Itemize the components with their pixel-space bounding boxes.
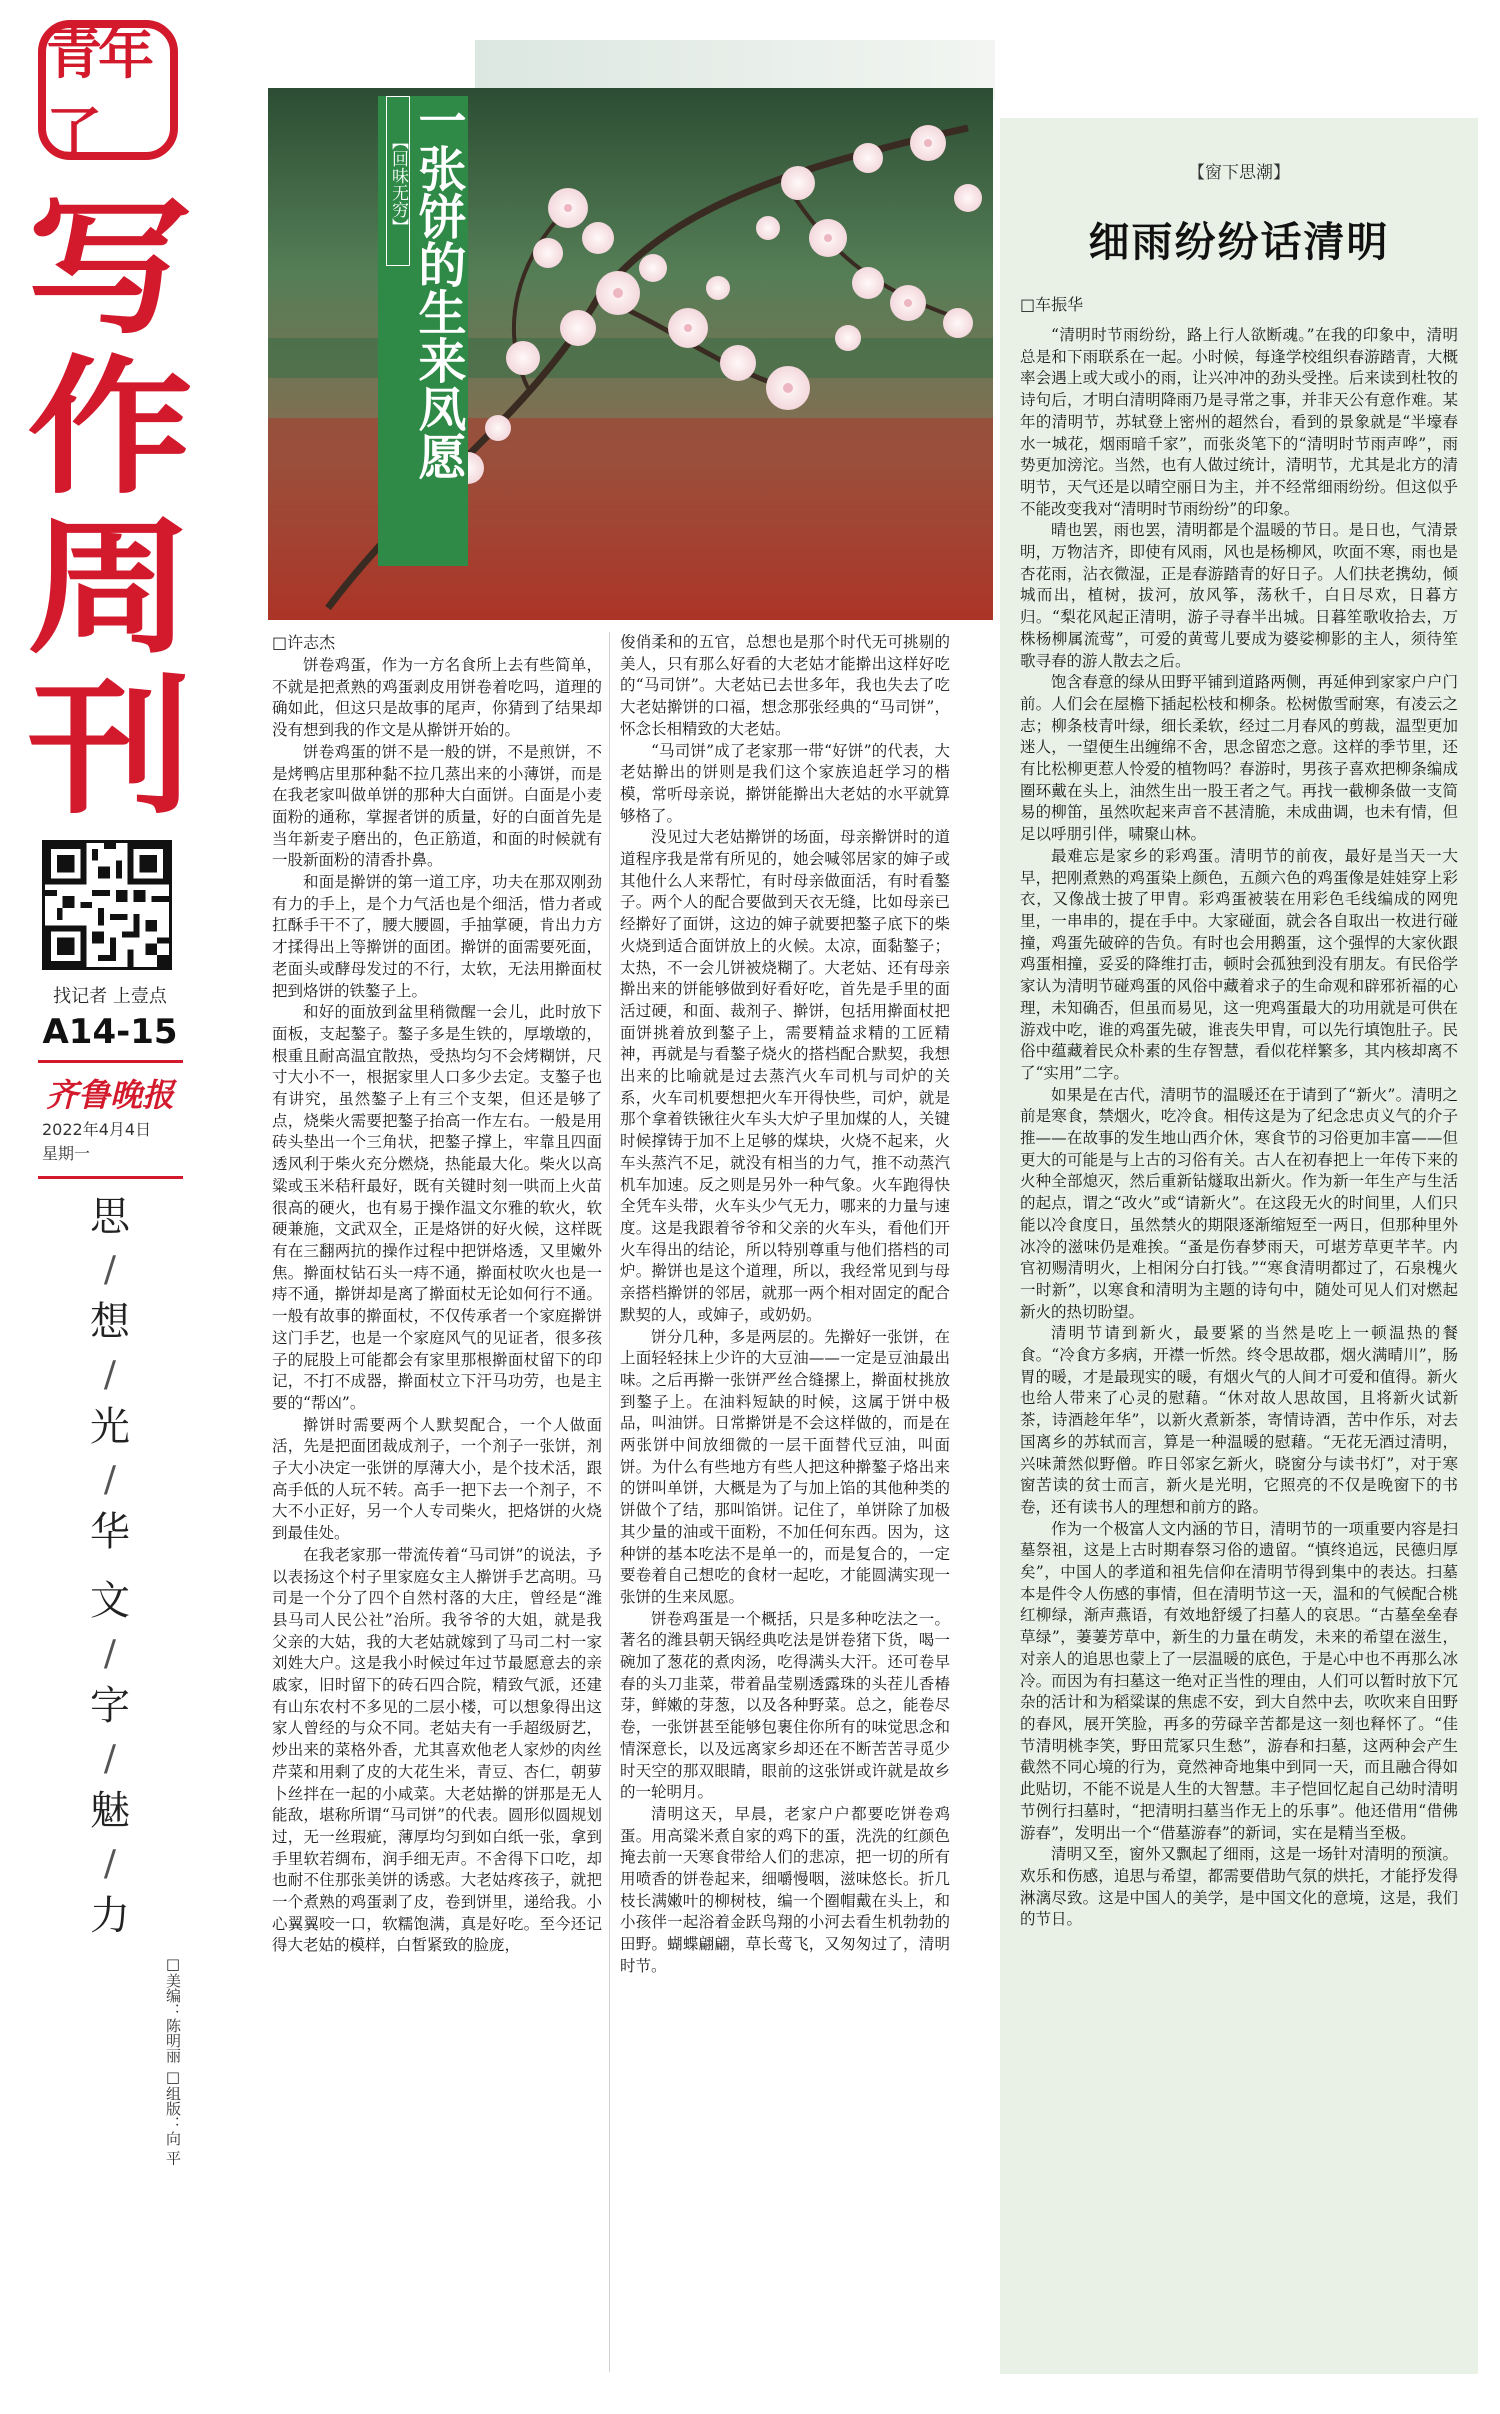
column-tag: 【回味无穷】 [386,96,410,266]
slogan-char: 力 [90,1893,130,1939]
side-article-author: □车振华 [1020,295,1084,314]
feature-headline-box [378,96,468,566]
paper-name: 齐鲁晚报 [45,1076,174,1114]
divider [38,1060,183,1063]
masthead [20,20,200,2390]
date-line: 2022年4月4日 [42,1120,152,1139]
divider [38,1176,183,1179]
weekday-line: 星期一 [42,1144,91,1163]
editor-credits: □美编：陈明丽 □组版：向 平 [164,1955,182,2166]
paragraph: 最难忘是家乡的彩鸡蛋。清明节的前夜，最好是当天一大早，把刚煮熟的鸡蛋染上颜色，五颜六色的鸡蛋像是娃娃穿上彩衣，又像战士披了甲胄。彩鸡蛋被装在用彩色毛线编成的网兜里，一串串的，提在手中。大家碰面，就会各自取出一枚进行碰撞，鸡蛋先破碎的告负。有时也会用鹅蛋，这个强悍的大家伙跟鸡蛋相撞，妥妥的降维打击，顿时会孤独到没有朋友。有民俗学家认为清明节碰鸡蛋的风俗中藏着求子的生命观和辟邪祈福的心理，未知确否，但虽而易见，这一兜鸡蛋最大的功用就是可供在游戏中吃，谁的鸡蛋先破，谁丧失甲胄，可以先行填饱肚子。民俗中蕴藏着民众朴素的生存智慧，看似花样繁多，其内核却离不了“实用”二字。 [1020,846,1458,1082]
slogan-separator: / [103,1633,117,1674]
issue-date [42,1118,151,1166]
article-column-left [272,655,602,1957]
slogan-char: 华 [90,1509,130,1555]
paragraph: 饼卷鸡蛋，作为一方名食所上去有些简单，不就是把煮熟的鸡蛋剥皮用饼卷着吃吗，道理的确如此，但这只是故事的尾声，你猜到了结果却没有想到我的作文是从擀饼开始的。 [272,656,602,740]
qr-caption: 找记者 上壹点 [53,986,167,1007]
paragraph: 清明这天，早晨，老家户户都要吃饼卷鸡蛋。用高粱米煮自家的鸡下的蛋，洗洗的红颜色掩去前一天寒食带给人们的悲凉，把一切的所有用喷香的饼卷起来，细嚼慢咽，滋味悠长。折几枝长满嫩叶的柳树枝，编一个圈帽戴在头上，和小孩伴一起浴着金跃鸟翔的小河去看生机勃勃的田野。蝴蝶翩翩，草长莺飞，又匆匆过了，清明时节。 [620,1804,950,1975]
paragraph: 在我老家那一带流传着“马司饼”的说法，予以表扬这个村子里家庭女主人擀饼手艺高明。马司是一个分了四个自然村落的大庄，曾经是“潍县马司人民公社”治所。我爷爷的大姐，就是我父亲的大姑，我的大老姑就嫁到了马司二村一家刘姓大户。这是我小时候过年过节最愿意去的亲戚家，旧时留下的砖石四合院，精致气派，还建有山东农村不多见的二层小楼，可以想象得出这家人曾经的与众不同。老姑夫有一手超级厨艺，炒出来的菜格外香，尤其喜欢他老人家炒的肉丝芹菜和用剩了皮的大花生米，青豆、杏仁，朝萝卜丝拌在一起的小咸菜。大老姑擀的饼那是无人能敌，堪称所谓“马司饼”的代表。圆形似圆规划过，无一丝瑕疵，薄厚均匀到如白纸一张，拿到手里软若绸布，润手细无声。不舍得下口吃，却也耐不住那张美饼的诱惑。大老姑疼孩子，就把一个煮熟的鸡蛋剥了皮，卷到饼里，递给我。小心翼翼咬一口，软糯饱满，真是好吃。至今还记得大老姑的模样，白皙紧致的脸庞， [272,1545,602,1955]
slogan-separator: / [103,1738,117,1779]
paragraph: 清明又至，窗外又飘起了细雨，这是一场针对清明的预演。欢乐和伤感，追思与希望，都需要借助气氛的烘托，才能抒发得淋漓尽致。这是中国人的美学，是中国文化的意境，这是，我们的节日。 [1020,1845,1458,1929]
feature-headline: 一张饼的生来凤愿 [410,96,466,480]
paragraph: 晴也罢，雨也罢，清明都是个温暖的节日。是日也，气清景明，万物洁齐，即使有风雨，风也是杨柳风，吹面不寒，雨也是杏花雨，沾衣微湿，正是春游踏青的好日子。人们扶老携幼，倾城而出，植树，拔河，放风筝，荡秋千，白日尽欢，日暮方归。“梨花风起正清明，游子寻春半出城。日暮笙歌收拾去，万株杨柳属流莺”，可爱的黄莺儿要成为婆娑柳影的主人，须待笙歌寻春的游人散去之后。 [1020,521,1458,670]
section-title-char: 周 [27,502,193,674]
slogan-char: 思 [90,1194,130,1240]
paragraph: 饱含春意的绿从田野平铺到道路两侧，再延伸到家家户户门前。人们会在屋檐下插起松枝和柳条。松树傲雪耐寒，有凌云之志；柳条枝青叶绿，细长柔软，经过二月春风的剪裁，温型更加迷人，一望便生出缠绵不舍，思念留恋之意。这样的季节里，还有比松柳更惹人怜爱的植物吗？春游时，男孩子喜欢把柳条编成圈环戴在头上，油然生出一股王者之气。再找一截柳条做一支简易的柳笛，虽然吹起来声音不甚清脆，未成曲调，也未有情，但足以呼朋引伴，啸聚山林。 [1020,673,1458,844]
slogan-separator: / [103,1354,117,1395]
column-divider [609,632,610,2372]
section-title-char: 作 [27,342,193,514]
slogan-char: 光 [90,1404,130,1450]
side-column-tag: 【窗下思潮】 [1188,163,1290,183]
section-title-char: 写 [27,182,193,354]
paragraph: 和面是擀饼的第一道工序，功夫在那双刚劲有力的手上，是个力气活也是个细活，惜力者或扛酥手干不了，腰大腰圆，手抽掌硬，肯出力方才揉得出上等擀饼的面团。擀饼的面需要死面，老面头或酵母发过的不行，太软，无法用擀面杖把到烙饼的铁鏊子上。 [272,873,602,1000]
logo-text: 青年了 [46,21,150,167]
feature-photo [268,88,993,620]
slogan-char: 魅 [90,1788,130,1834]
side-article-title: 细雨纷纷话清明 [1088,218,1390,266]
section-title-char: 刊 [27,662,193,834]
blossom-illustration [268,88,993,620]
slogan-char: 文 [90,1578,130,1624]
paragraph: 没见过大老姑擀饼的场面，母亲擀饼时的道道程序我是常有所见的，她会喊邻居家的婶子或其他什么人来帮忙，有时母亲做面活，有时看鏊子。两个人的配合要做到天衣无缝，比如母亲已经擀好了面饼，这边的婶子就要把鏊子底下的柴火烧到适合面饼放上的火候。太凉，面黏鏊子；太热，不一会儿饼被烧糊了。大老姑、还有母亲擀出来的饼能够做到好看好吃，首先是手里的面活过硬，和面、裁剂子、擀饼，包括用擀面杖把面饼挑着放到鏊子上，需要精益求精的工匠精神，再就是与看鏊子烧火的搭档配合默契，我想出来的比喻就是过去蒸汽火车司机与司炉的关系，火车司机要想把火车开得快些，司炉，就是那个拿着铁锹往火车头大炉子里加煤的人，关键时候撑铸于加不上足够的煤块，火烧不起来，火车头蒸汽不足，就没有相当的力气，推不动蒸汽机车加速。反之则是另外一种气象。火车跑得快全凭车头带，火车头少气无力，哪来的力量与速度。这是我跟着爷爷和父亲的火车头，看他们开火车得出的结论，所以特别尊重与他们搭档的司炉。擀饼也是这个道理，所以，我经常见到与母亲搭档擀饼的邻居，就那一两个相对固定的配合默契的人，或婶子，或奶奶。 [620,828,950,1324]
slogan-char: 想 [90,1299,130,1345]
feature-author: □许志杰 [272,633,336,652]
page-number: A14-15 [42,1012,178,1052]
paragraph: 如果是在古代，清明节的温暖还在于请到了“新火”。清明之前是寒食，禁烟火，吃冷食。相传这是为了纪念忠贞义气的介子推——在故事的发生地山西介休，寒食节的习俗更加丰富——但更大的可能是与上古的习俗有关。古人在初春把上一年传下来的火种全部熄灭，然后重新钻燧取出新火。作为新一年生产与生活的起点，谓之“改火”或“请新火”。在这段无火的时间里，人们只能以冷食度日，虽然禁火的期限逐渐缩短至一两日，但那种里外冰冷的滋味仍是难挨。“蚤是伤春梦雨天，可堪芳草更芊芊。内官初赐清明火，上相闲分白打钱。”“寒食清明都过了，石泉槐火一时新”，以寒食和清明为主题的诗句中，随处可见人们对燃起新火的热切盼望。 [1020,1085,1458,1321]
side-article [1000,118,1478,1931]
paragraph: 饼卷鸡蛋的饼不是一般的饼，不是煎饼，不是烤鸭店里那种黏不拉几蒸出来的小薄饼，而是在我老家叫做单饼的那种大白面饼。白面是小麦面粉的通称，掌握者饼的质量，好的白面首先是当年新麦子磨出的，色正筋道，和面的时候就有一股新面粉的清香扑鼻。 [272,742,602,870]
paragraph: “清明时节雨纷纷，路上行人欲断魂。”在我的印象中，清明总是和下雨联系在一起。小时候，每逢学校组织春游踏青，大概率会遇上或大或小的雨，让兴冲冲的劲头受挫。后来读到杜牧的诗句后，才明白清明降雨乃是寻常之事，并非天公有意作难。某年的清明节，苏轼登上密州的超然台，看到的景象就是“半壕春水一城花，烟雨暗千家”，而张炎笔下的“清明时节雨声哗”，雨势更加滂沱。当然，也有人做过统计，清明节，尤其是北方的清明节，天气还是以晴空丽日为主，并不经常细雨纷纷。但这似乎不能改变我对“清明时节雨纷纷”的印象。 [1020,326,1458,518]
paragraph: 俊俏柔和的五官，总想也是那个时代无可挑剔的美人，只有那么好看的大老姑才能擀出这样好吃的“马司饼”。大老姑已去世多年，我也失去了吃大老姑擀饼的口福，想念那张经典的“马司饼”，怀念长相精致的大老姑。 [620,633,950,738]
paragraph: 饼卷鸡蛋是一个概括，只是多种吃法之一。著名的潍县朝天锅经典吃法是饼卷猪下货，喝一碗加了葱花的煮肉汤，吃得满头大汗。还可卷早春的头刀韭菜，带着晶莹剔透露珠的头茬儿香椿芽，鲜嫩的芽葱，以及各种野菜。总之，能卷尽卷，一张饼甚至能够包裹住你所有的味觉思念和情深意长，以及远离家乡却还在不断苦苦寻觅少时天空的那双眼睛，眼前的这张饼或许就是故乡的一轮明月。 [620,1609,950,1802]
side-article-body [1020,325,1458,1931]
article-column-right [620,632,950,1978]
slogan-char: 字 [90,1683,130,1729]
slogan-separator: / [103,1843,117,1884]
newspaper-logo [38,20,178,167]
paragraph: 清明节请到新火，最要紧的当然是吃上一顿温热的餐食。“冷食方多病，开襟一忻然。终令思故郡，烟火满晴川”，肠胃的暖，才是最现实的暖，有烟火气的人间才可爱和值得。新火也给人带来了心灵的慰藉。“休对故人思故国，且将新火试新茶，诗酒趁年华”，以新火煮新茶，寄情诗酒，苦中作乐，对去国离乡的苏轼而言，算是一种温暖的慰藉。“无花无酒过清明，兴味萧然似野僧。昨日邻家乞新火，晓窗分与读书灯”，对于寒窗苦读的贫士而言，新火是光明，它照亮的不仅是晚窗下的书卷，还有读书人的理想和前方的路。 [1020,1324,1458,1516]
section-title [20,182,200,834]
slogan-separator: / [103,1459,117,1500]
paragraph: 和好的面放到盆里稍微醒一会儿，此时放下面板，支起鏊子。鏊子多是生铁的，厚墩墩的，根重且耐高温宜散热，受热均匀不会烤糊饼，尺寸大小不一，根据家里人口多少去定。支鏊子也有讲究，虽然鏊子上有三个支架，但还是够了点，烧柴火需要把鏊子抬高一作左右。一般是用砖头垫出一个三角状，把鏊子撑上，牢靠且四面透风利于柴火充分燃烧，热能最大化。柴火以高粱或玉米秸秆最好，既有关键时刻一哄而上火苗很高的硬火，也有易于操作温文尔雅的软火，软硬兼施，文武双全，正是烙饼的好火候，这样既有在三翻两抗的操作过程中把饼烙透，又里嫩外焦。擀面杖钻石头一痔不通，擀面杖吹火也是一痔不通，擀饼却是离了擀面杖无论如何行不通。一般有故事的擀面杖，不仅传承者一个家庭擀饼这门手艺，也是一个家庭风气的见证者，很多孩子的屁股上可能都会有家里那根擀面杖留下的印记，不打不成器，擀面杖立下汗马功劳，也是主要的“帮凶”。 [272,1003,602,1412]
paragraph: “马司饼”成了老家那一带“好饼”的代表，大老姑擀出的饼则是我们这个家族追赶学习的楷模，常听母亲说，擀饼能擀出大老姑的水平就算够格了。 [620,741,950,825]
paragraph: 饼分几种，多是两层的。先擀好一张饼，在上面轻轻抹上少许的大豆油——一定是豆油最出味。之后再擀一张饼严丝合缝摞上，擀面杖挑放到鏊子上。在油料短缺的时候，这属于饼中极品，叫油饼。日常擀饼是不会这样做的，而是在两张饼中间放细微的一层干面替代豆油，叫面饼。为什么有些地方有些人把这种擀鏊子烙出来的饼叫单饼，大概是为了与加上馅的其他种类的饼做个了结，那叫馅饼。记住了，单饼除了加极其少量的油或干面粉，不加任何东西。因为，这种饼的基本吃法不是单一的，而是复合的，一定要卷着自己想吃的食材一起吃，才能圆满实现一张饼的生来凤愿。 [620,1327,950,1606]
slogan-separator: / [103,1249,117,1290]
slogan [20,1190,200,1944]
paragraph: 作为一个极富人文内涵的节日，清明节的一项重要内容是扫墓祭祖，这是上古时期春祭习俗的遗留。“慎终追远，民德归厚矣”，中国人的孝道和祖先信仰在清明节得到集中的表达。扫墓本是件令人伤感的事情，但在清明节这一天，温和的气候配合桃红柳绿，渐声燕语，有效地舒缓了扫墓人的哀思。“古墓垒垒春草绿”，萋萋芳草中，新生的力量在萌发，未来的希望在滋生，对亲人的追思也蒙上了一层温暖的底色，于是心中也不再那么冰冷。而因为有扫墓这一绝对正当性的理由，人们可以暂时放下冗杂的活计和为稻粱谋的焦虑不安，到大自然中去，吹吹来自田野的春风，展开笑脸，再多的劳碌辛苦都是这一刻也释怀了。“佳节清明桃李笑，野田荒冢只生愁”，游春和扫墓，这两种会产生截然不同心境的行为，竟然神奇地集中到同一天，而且融合得如此贴切，不能不说是人生的大智慧。丰子恺回忆起自己幼时清明节例行扫墓时，“把清明扫墓当作无上的乐事”。他还借用“借佛游春”，发明出一个“借墓游春”的新词，实在是精当至极。 [1020,1519,1458,1842]
paragraph: 擀饼时需要两个人默契配合，一个人做面活，先是把面团裁成剂子，一个剂子一张饼，剂子大小决定一张饼的厚薄大小，是个技术活，跟高手低的人玩不转。高手一把下去一个剂子，不大不小正好，另一个人专司柴火，把烙饼的火烧到最佳处。 [272,1415,602,1543]
qr-code-icon[interactable] [42,840,172,970]
